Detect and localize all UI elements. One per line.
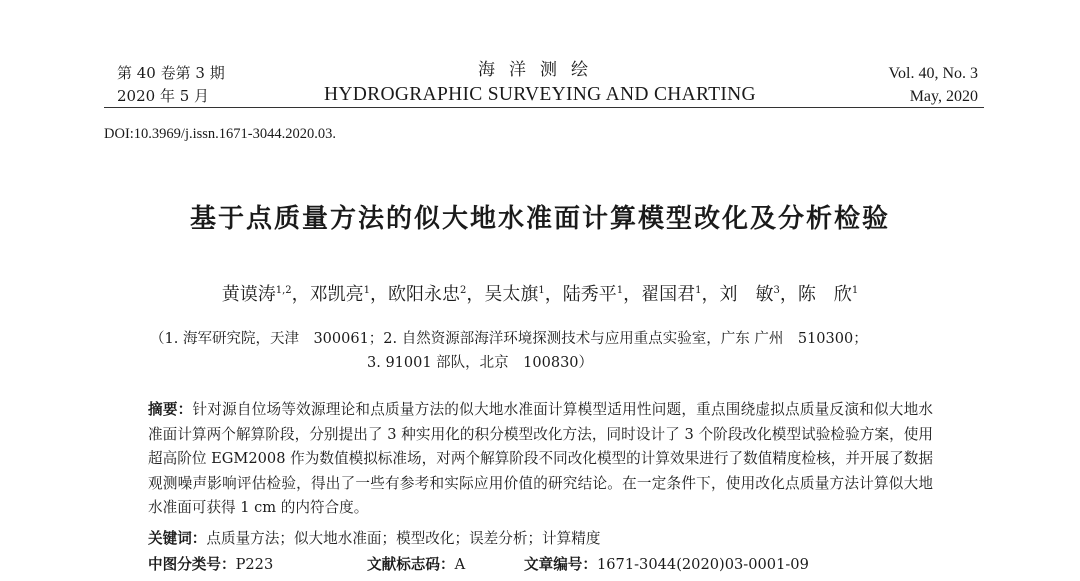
article-number-value: 1671-3044(2020)03-0001-09 xyxy=(596,556,809,573)
article-number-label: 文章编号： xyxy=(524,556,597,573)
abstract xyxy=(148,398,933,521)
author: 欧阳永忠$^2$ xyxy=(388,284,467,305)
header-rule xyxy=(104,107,984,108)
author-list: 黄谟涛$^{1,2}$，邓凯亮$^1$，欧阳永忠$^2$，吴太旗$^1$，陆秀平$^1$，翟国君$^1$，刘 敏$^3$，陈 欣$^1$ xyxy=(221,284,859,305)
doc-code-label: 文献标志码： xyxy=(367,556,455,573)
clc-label: 中图分类号： xyxy=(148,556,236,573)
article-number xyxy=(524,553,809,574)
date-cn: 2020 年 5 月 xyxy=(117,87,210,105)
author: 邓凯亮$^1$ xyxy=(309,284,371,305)
author: 陆秀平$^1$ xyxy=(562,284,624,305)
journal-name-en: HYDROGRAPHIC SURVEYING AND CHARTING xyxy=(324,84,756,105)
doc-code-value: A xyxy=(454,556,466,573)
paper-title: 基于点质量方法的似大地水准面计算模型改化及分析检验 xyxy=(189,204,890,234)
volume-issue-en: Vol. 40, No. 3 xyxy=(888,65,978,82)
abstract-text: 针对源自位场等效源理论和点质量方法的似大地水准面计算模型适用性问题，重点围绕虚拟点质量反演和似大地水准面计算两个解算阶段，分别提出了 3 种实用化的积分模型改化方法，同时设计了 3 个阶段改化模型试验检验方案，使用超高阶位 EGM2008 作为数值模拟标准场，对两个解算阶段不同改化模型的计算效果进行了数值精度检核，并开展了数据观测噪声影响评估检验，得出了一些有参考和实际应用价值的研究结论。在一定条件下，使用改化点质量方法计算似大地水准面可获得 1 cm 的内符合度。 xyxy=(148,401,933,516)
author: 黄谟涛$^{1,2}$ xyxy=(221,284,292,305)
date-en: May, 2020 xyxy=(909,88,978,105)
journal-name-cn: 海洋测绘 xyxy=(478,60,602,80)
volume-issue-cn: 第 40 卷第 3 期 xyxy=(117,64,225,82)
issue-info-en xyxy=(889,62,979,108)
author: 吴太旗$^1$ xyxy=(484,284,545,305)
document-code xyxy=(367,553,465,574)
author: 刘 敏$^3$ xyxy=(719,284,780,305)
keywords-text: 点质量方法；似大地水准面；模型改化；误差分析；计算精度 xyxy=(206,530,601,547)
keywords xyxy=(148,527,600,548)
affiliation-line-2: 3. 91001 部队，北京 100830） xyxy=(367,355,594,371)
doi[interactable]: DOI:10.3969/j.issn.1671-3044.2020.03. xyxy=(104,126,336,142)
keywords-label: 关键词： xyxy=(148,530,207,547)
affiliation-line-1: （1. 海军研究院，天津 300061；2. 自然资源部海洋环境探测技术与应用重点实验室，广东 广州 510300； xyxy=(150,331,868,347)
abstract-label: 摘要： xyxy=(148,401,193,418)
author: 翟国君$^1$ xyxy=(641,284,702,305)
clc-value: P223 xyxy=(235,556,274,573)
clc-number xyxy=(148,553,273,574)
author: 陈 欣$^1$ xyxy=(797,284,859,305)
